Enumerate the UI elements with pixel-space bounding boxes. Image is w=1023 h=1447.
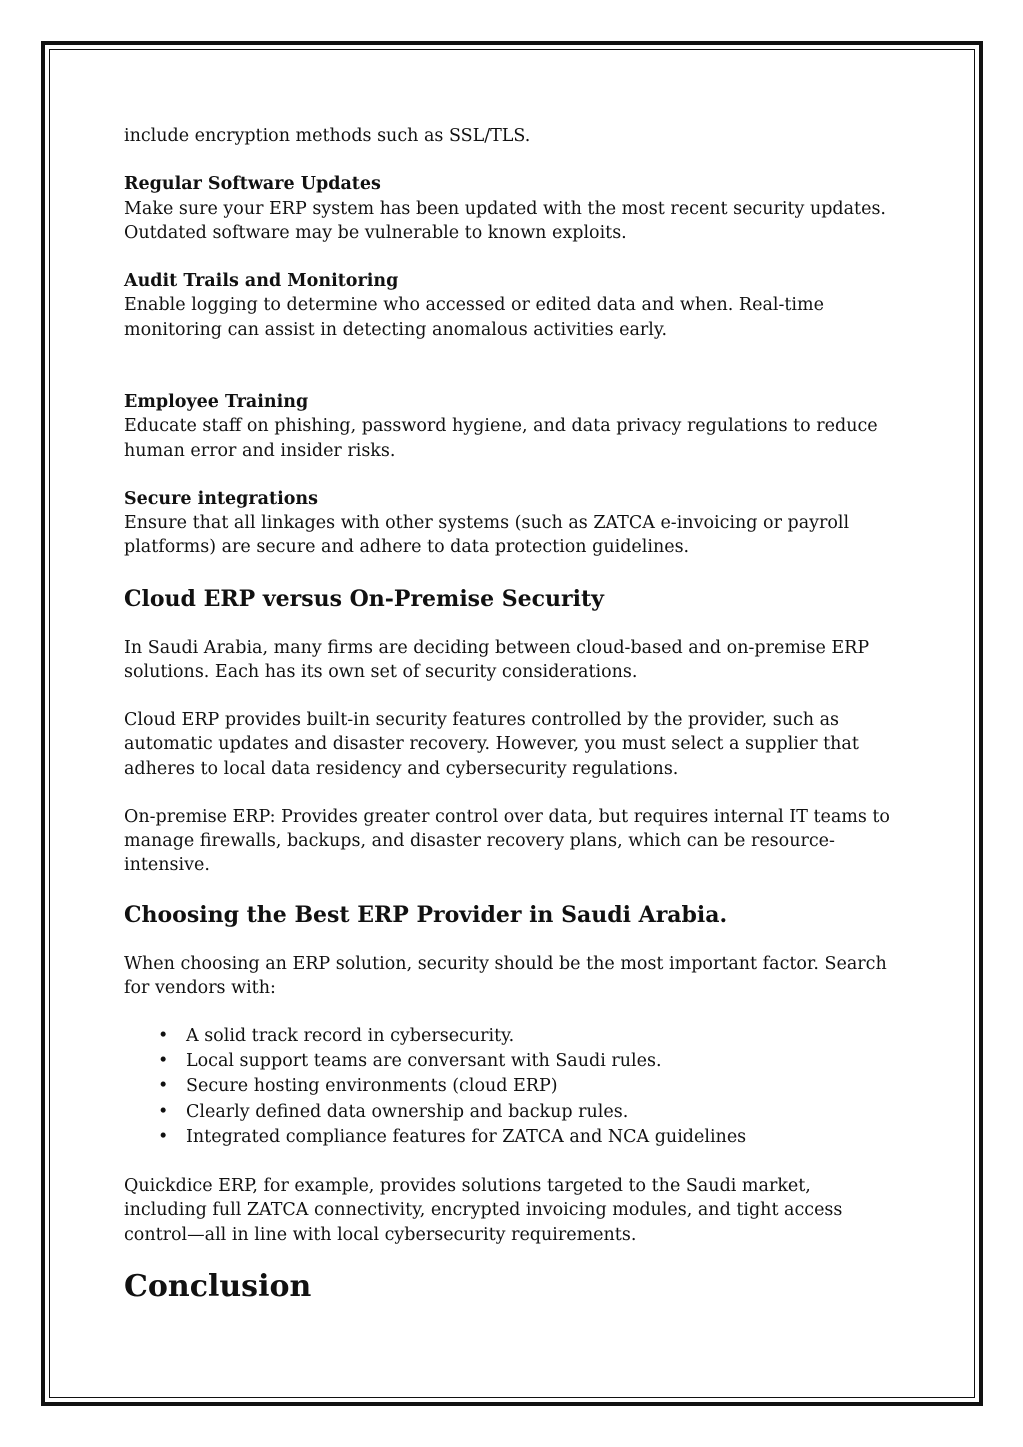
- list-item: • Local support teams are conversant with Saudi rules.: [124, 1049, 894, 1074]
- list-item: • Secure hosting environments (cloud ERP): [124, 1074, 894, 1099]
- section-title-audit: Audit Trails and Monitoring: [124, 271, 399, 292]
- list-item: • Clearly defined data ownership and backup rules.: [124, 1100, 894, 1125]
- cloud-paragraph-2: Cloud ERP provides built-in security features controlled by the provider, such as automatic updates and disaster recovery. However, you must select a supplier that adheres to local data residency and cybersecurity regulations.: [124, 710, 859, 779]
- bullet-icon: •: [158, 1076, 169, 1097]
- section-title-updates: Regular Software Updates: [124, 174, 381, 195]
- document-body: [124, 124, 894, 1307]
- section-body-audit: Enable logging to determine who accessed or edited data and when. Real-time monitoring can assist in detecting anomalous activities early.: [124, 295, 824, 340]
- section-body-training: Educate staff on phishing, password hygiene, and data privacy regulations to reduce human error and insider risks.: [124, 416, 878, 461]
- bullet-icon: •: [158, 1026, 169, 1046]
- intro-tail-paragraph: include encryption methods such as SSL/TLS.: [124, 126, 531, 146]
- bullet-icon: •: [158, 1051, 169, 1072]
- vendor-criteria-list: [124, 1024, 894, 1150]
- section-title-training: Employee Training: [124, 392, 309, 413]
- bullet-icon: •: [158, 1126, 169, 1147]
- section-body-integrations: Ensure that all linkages with other systems (such as ZATCA e-invoicing or payroll platforms) are secure and adhere to data protection guidelines.: [124, 513, 850, 558]
- section-title-integrations: Secure integrations: [124, 488, 318, 509]
- choosing-intro-paragraph: When choosing an ERP solution, security should be the most important factor. Search for vendors with:: [124, 953, 887, 998]
- cloud-paragraph-1: In Saudi Arabia, many firms are deciding between cloud-based and on-premise ERP solutions. Each has its own set of security considerations.: [124, 637, 870, 682]
- list-item: • Integrated compliance features for ZATCA and NCA guidelines: [124, 1125, 894, 1150]
- bullet-icon: •: [158, 1101, 169, 1122]
- cloud-paragraph-3: On-premise ERP: Provides greater control over data, but requires internal IT teams to manage firewalls, backups, and disaster recovery plans, which can be resource-intensive.: [124, 806, 890, 876]
- heading-choosing-provider: Choosing the Best ERP Provider in Saudi Arabia.: [124, 901, 728, 928]
- heading-conclusion: Conclusion: [124, 1268, 312, 1304]
- choosing-closing-paragraph: Quickdice ERP, for example, provides solutions targeted to the Saudi market, including full ZATCA connectivity, encrypted invoicing modules, and tight access control—all in line with local cybersecurity requirements.: [124, 1176, 843, 1245]
- heading-cloud-vs-onpremise: Cloud ERP versus On-Premise Security: [124, 585, 604, 612]
- list-item: • A solid track record in cybersecurity.: [124, 1024, 894, 1049]
- section-body-updates: Make sure your ERP system has been updated with the most recent security updates. Outdated software may be vulnerable to known exploits.: [124, 198, 886, 243]
